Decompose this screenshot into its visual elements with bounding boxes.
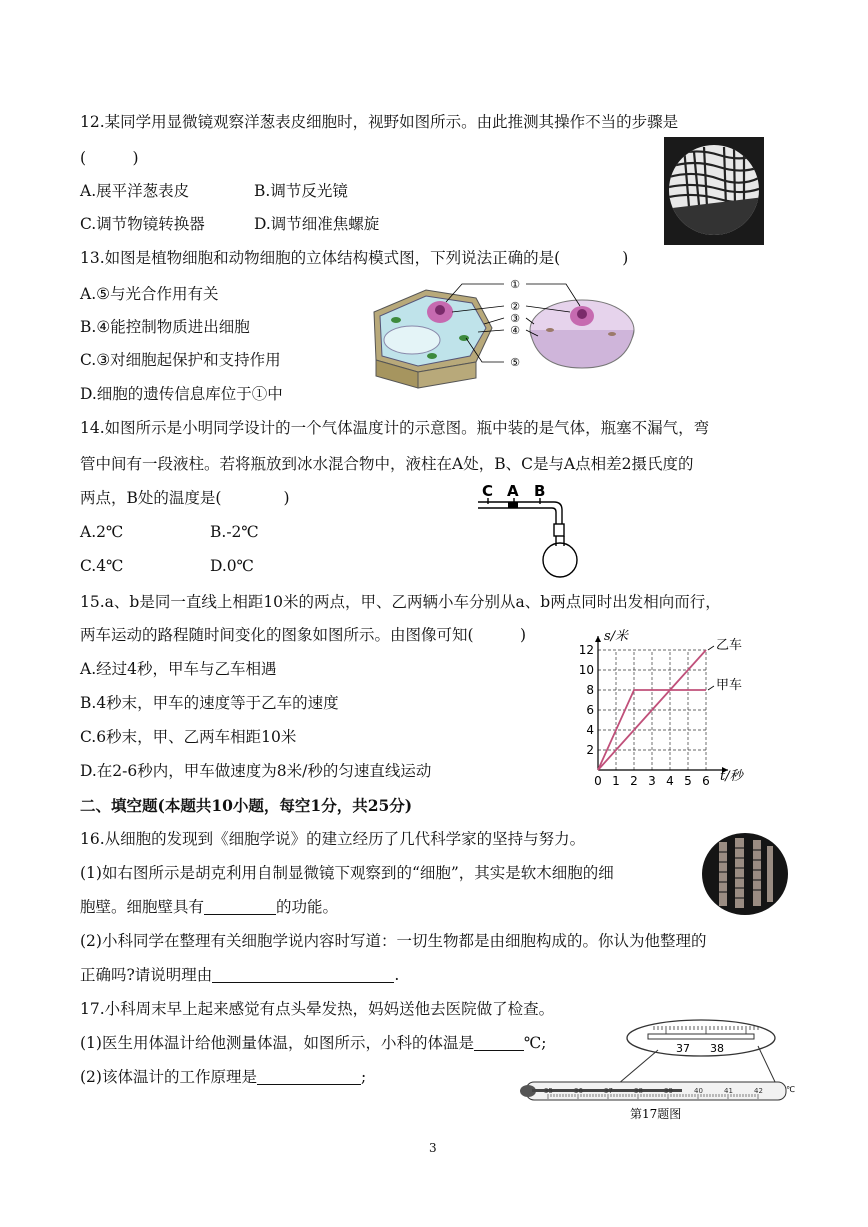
- cell-label-2: ②: [510, 300, 520, 313]
- cell-label-1: ①: [510, 278, 520, 291]
- point-b-label: B: [534, 482, 546, 500]
- q16-part2-suffix: .: [394, 966, 400, 984]
- q17-part2: [80, 1067, 366, 1087]
- q16-part2-line2: [80, 965, 399, 985]
- chart-x-tick-label: 1: [612, 774, 620, 788]
- chart-x-tick-label: 2: [630, 774, 638, 788]
- q16-part1-suffix: 的功能。: [276, 898, 339, 916]
- q12-stem: 12.某同学用显微镜观察洋葱表皮细胞时，视野如图所示。由此推测其操作不当的步骤是: [80, 113, 679, 131]
- cell-label-4: ④: [510, 324, 520, 337]
- thermometer-scale-label: 38: [634, 1087, 643, 1095]
- cell-structure-diagram: [366, 272, 646, 392]
- thermometer-scale-label: 39: [664, 1087, 673, 1095]
- thermometer-scale-label: 35: [544, 1087, 553, 1095]
- chart-series-label-leader: [708, 646, 714, 650]
- thermometer-scale-label: 40: [694, 1087, 703, 1095]
- q16-part1-line2: [80, 897, 338, 917]
- chart-x-tick-label: 6: [702, 774, 710, 788]
- point-c-label: C: [482, 482, 494, 500]
- chart-y-tick-label: 10: [578, 663, 594, 677]
- thermometer-scale-label: 41: [724, 1087, 733, 1095]
- q16-stem: 16.从细胞的发现到《细胞学说》的建立经历了几代科学家的坚持与努力。: [80, 830, 586, 848]
- q14-line1: 14.如图所示是小明同学设计的一个气体温度计的示意图。瓶中装的是气体，瓶塞不漏气，弯: [80, 419, 710, 437]
- chart-series-label: 甲车: [716, 678, 743, 693]
- q15-line2: 两车运动的路程随时间变化的图象如图所示。由图像可知( ): [80, 626, 527, 644]
- chart-y-tick-label: 2: [586, 743, 594, 757]
- q17-part2-answer-blank[interactable]: [257, 1068, 361, 1085]
- chart-x-tick-label: 4: [666, 774, 674, 788]
- q16-part1-prefix: 胞壁。细胞壁具有: [80, 898, 205, 916]
- chart-series-labels: [708, 638, 742, 693]
- cell-label-3: ③: [510, 312, 520, 325]
- chart-y-axis-arrow: [595, 636, 601, 642]
- q16-part1-line1: (1)如右图所示是胡克利用自制显微镜下观察到的“细胞”，其实是软木细胞的细: [80, 864, 614, 882]
- q12-option-c: C.调节物镜转换器: [80, 215, 205, 233]
- q17-figure-caption: 第17题图: [630, 1107, 682, 1121]
- cell-label-5: ⑤: [510, 356, 520, 369]
- q14-option-b: B.-2℃: [210, 523, 259, 541]
- q16-part2-line1: (2)小科同学在整理有关细胞学说内容时写道：一切生物都是由细胞构成的。你认为他整理的: [80, 932, 707, 950]
- zoom-label-38: 38: [710, 1042, 724, 1055]
- chart-x-axis-label: t/秒: [720, 769, 743, 784]
- q14-option-a: A.2℃: [80, 523, 124, 541]
- q17-part1-suffix: ℃;: [523, 1034, 547, 1052]
- page-number: 3: [429, 1141, 437, 1155]
- clinical-thermometer-figure: [518, 1018, 800, 1124]
- q16-part1-answer-blank[interactable]: [204, 898, 276, 915]
- chart-y-tick-label: 12: [578, 643, 594, 657]
- chart-y-tick-label: 4: [586, 723, 594, 737]
- q14-line3: 两点，B处的温度是( ): [80, 489, 290, 507]
- chart-x-tick-label: 5: [684, 774, 692, 788]
- cork-cell-image: [701, 832, 789, 916]
- q16-part2-answer-blank[interactable]: [212, 966, 394, 983]
- thermometer-scale-label: 42: [754, 1087, 763, 1095]
- q12-answer-paren: ( ): [80, 149, 139, 167]
- chart-y-axis-label: s/米: [604, 629, 629, 644]
- q17-part1-answer-blank[interactable]: [474, 1034, 524, 1051]
- q13-option-b: B.④能控制物质进出细胞: [80, 318, 250, 336]
- q17-stem: 17.小科周末早上起来感觉有点头晕发热，妈妈送他去医院做了检查。: [80, 1000, 555, 1018]
- section-2-title: 二、填空题(本题共10小题，每空1分，共25分): [80, 796, 413, 815]
- microscope-field-image: [664, 137, 764, 245]
- q12-option-a: A.展平洋葱表皮: [80, 182, 190, 200]
- q17-part2-suffix: ;: [360, 1068, 367, 1086]
- q15-option-c: C.6秒末，甲、乙两车相距10米: [80, 728, 297, 746]
- q15-option-d: D.在2-6秒内，甲车做速度为8米/秒的匀速直线运动: [80, 762, 432, 780]
- q14-option-c: C.4℃: [80, 557, 124, 575]
- zoom-label-37: 37: [676, 1042, 690, 1055]
- chart-x-tick-label: 3: [648, 774, 656, 788]
- point-a-label: A: [507, 482, 519, 500]
- q15-option-a: A.经过4秒，甲车与乙车相遇: [80, 660, 277, 678]
- q14-line2: 管中间有一段液柱。若将瓶放到冰水混合物中，液柱在A处，B、C是与A点相差2摄氏度的: [80, 455, 694, 473]
- q17-part1: [80, 1033, 547, 1053]
- chart-y-tick-label: 6: [586, 703, 594, 717]
- chart-series-label-leader: [708, 686, 714, 690]
- q15-line1: 15.a、b是同一直线上相距10米的两点，甲、乙两辆小车分别从a、b两点同时出发相向而行，: [80, 593, 721, 611]
- chart-y-tick-label: 8: [586, 683, 594, 697]
- thermometer-unit: ℃: [786, 1085, 795, 1094]
- q16-part2-prefix: 正确吗?请说明理由: [80, 966, 213, 984]
- q13-option-d: D.细胞的遗传信息库位于①中: [80, 385, 283, 403]
- thermometer-scale-label: 37: [604, 1087, 613, 1095]
- q13-option-a: A.⑤与光合作用有关: [80, 285, 219, 303]
- chart-series-label: 乙车: [716, 638, 743, 653]
- thermometer-scale-label: 36: [574, 1087, 583, 1095]
- distance-time-chart: [570, 628, 770, 793]
- q13-option-c: C.③对细胞起保护和支持作用: [80, 351, 281, 369]
- chart-x-tick-label: 0: [594, 774, 602, 788]
- q13-stem: 13.如图是植物细胞和动物细胞的立体结构模式图，下列说法正确的是( ): [80, 249, 629, 267]
- gas-thermometer-diagram: [474, 480, 604, 586]
- q17-part1-prefix: (1)医生用体温计给他测量体温，如图所示，小科的体温是: [80, 1034, 474, 1052]
- q17-part2-prefix: (2)该体温计的工作原理是: [80, 1068, 257, 1086]
- q15-option-b: B.4秒末，甲车的速度等于乙车的速度: [80, 694, 339, 712]
- q12-option-b: B.调节反光镜: [254, 182, 348, 200]
- q12-option-d: D.调节细准焦螺旋: [254, 215, 380, 233]
- q14-option-d: D.0℃: [210, 557, 255, 575]
